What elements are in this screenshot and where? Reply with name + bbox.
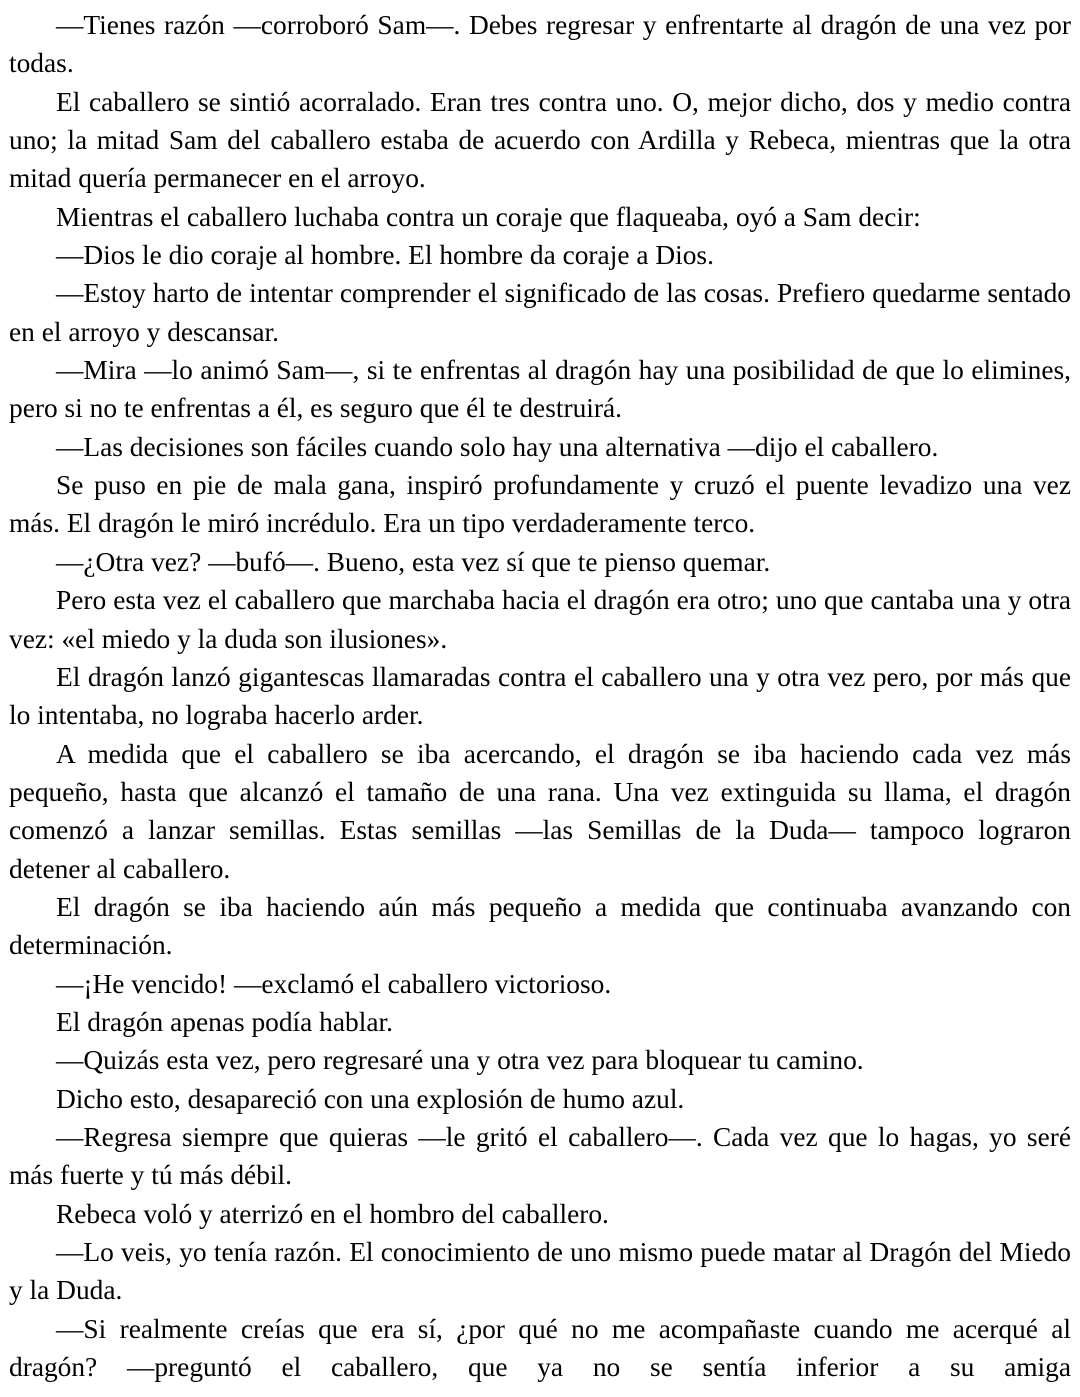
book-page [9, 6, 1071, 1386]
paragraph: —Quizás esta vez, pero regresaré una y otra vez para bloquear tu camino. [56, 1045, 864, 1076]
paragraph: —Mira —lo animó Sam—, si te enfrentas al dragón hay una posibilidad de que lo elimines, pero si no te enfrentas a él, es seguro que él te destruirá. [9, 355, 1071, 424]
paragraph: —Tienes razón —corroboró Sam—. Debes regresar y enfrentarte al dragón de una vez por todas. [9, 10, 1071, 79]
paragraph: Dicho esto, desapareció con una explosión de humo azul. [56, 1083, 685, 1114]
paragraph: Pero esta vez el caballero que marchaba hacia el dragón era otro; uno que cantaba una y otra vez: «el miedo y la duda son ilusiones». [9, 585, 1071, 654]
paragraph: —Estoy harto de intentar comprender el significado de las cosas. Prefiero quedarme sentado en el arroyo y descansar. [9, 278, 1071, 347]
paragraph: Mientras el caballero luchaba contra un coraje que flaqueaba, oyó a Sam decir: [56, 201, 921, 232]
paragraph: El dragón lanzó gigantescas llamaradas contra el caballero una y otra vez pero, por más que lo intentaba, no lograba hacerlo arder. [9, 661, 1071, 731]
paragraph: —Las decisiones son fáciles cuando solo hay una alternativa —dijo el caballero. [56, 431, 939, 462]
paragraph: —¿Otra vez? —bufó—. Bueno, esta vez sí que te pienso quemar. [56, 546, 771, 577]
paragraph: —Dios le dio coraje al hombre. El hombre da coraje a Dios. [56, 240, 714, 271]
paragraph: —Si realmente creías que era sí, ¿por qué no me acompañaste cuando me acerqué al dragón? —preguntó el caballero, que ya no se sentía inferior a su amiga [9, 1313, 1071, 1383]
paragraph: El caballero se sintió acorralado. Eran tres contra uno. O, mejor dicho, dos y medio contra uno; la mitad Sam del caballero estaba de acuerdo con Ardilla y Rebeca, mientras que la otra mitad quería permanecer en el arroyo. [9, 86, 1071, 194]
paragraph: El dragón se iba haciendo aún más pequeño a medida que continuaba avanzando con determinación. [9, 891, 1071, 961]
paragraph: —Regresa siempre que quieras —le gritó el caballero—. Cada vez que lo hagas, yo seré más fuerte y tú más débil. [9, 1121, 1071, 1191]
paragraph: Rebeca voló y aterrizó en el hombro del caballero. [56, 1198, 609, 1229]
paragraph: Se puso en pie de mala gana, inspiró profundamente y cruzó el puente levadizo una vez más. El dragón le miró incrédulo. Era un tipo verdaderamente terco. [9, 470, 1071, 539]
paragraph: —Lo veis, yo tenía razón. El conocimiento de uno mismo puede matar al Dragón del Miedo y la Duda. [9, 1237, 1071, 1306]
paragraph: —¡He vencido! —exclamó el caballero victorioso. [56, 968, 612, 999]
paragraph: El dragón apenas podía hablar. [56, 1006, 393, 1037]
paragraph: A medida que el caballero se iba acercando, el dragón se iba haciendo cada vez más pequeño, hasta que alcanzó el tamaño de una rana. Una vez extinguida su llama, el dragón comenzó a lanzar semillas. Estas semillas —las Semillas de la Duda— tampoco lograron detener al caballero. [9, 738, 1071, 884]
